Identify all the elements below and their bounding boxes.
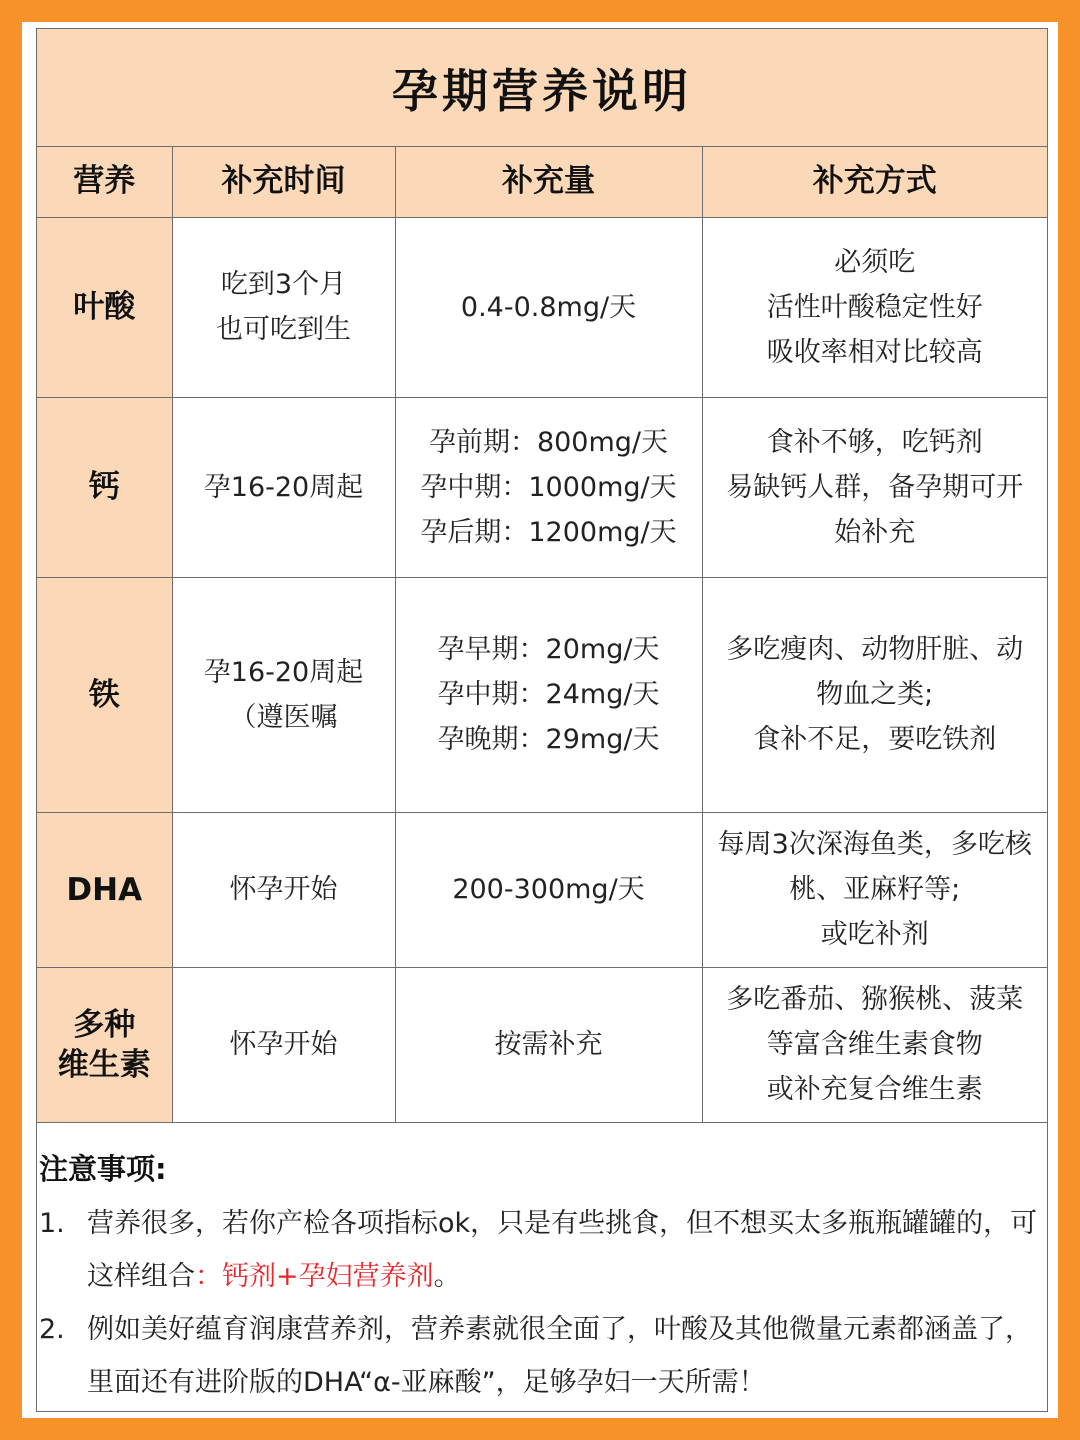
- timing-cell: 怀孕开始: [172, 967, 395, 1122]
- header-amount: 补充量: [395, 147, 702, 217]
- table-row-calcium: [37, 397, 1047, 577]
- timing-cell: 怀孕开始: [172, 812, 395, 967]
- note-text: 营养很多，若你产检各项指标ok，只是有些挑食，但不想买太多瓶瓶罐罐的，可这样组合：钙剂+孕妇营养剂。: [87, 1207, 1038, 1292]
- timing-cell: 孕16-20周起 （遵医嘱: [172, 577, 395, 812]
- method-cell: 多吃番茄、猕猴桃、菠菜 等富含维生素食物 或补充复合维生素: [702, 967, 1047, 1122]
- header-method: 补充方式: [702, 147, 1047, 217]
- nutrient-cell: 多种 维生素: [37, 967, 172, 1122]
- note-item: [39, 1303, 1047, 1409]
- notes-section: [37, 1123, 1047, 1409]
- header-nutrient: 营养: [37, 147, 172, 217]
- nutrient-cell: DHA: [37, 812, 172, 967]
- table-row-folic-acid: [37, 217, 1047, 397]
- title-bar: [37, 29, 1047, 147]
- nutrition-table: [37, 147, 1047, 1123]
- method-cell: 食补不够，吃钙剂 易缺钙人群，备孕期可开 始补充: [702, 397, 1047, 577]
- note-highlight: ：钙剂+孕妇营养剂: [195, 1260, 434, 1292]
- nutrition-sheet: [36, 28, 1048, 1412]
- header-timing: 补充时间: [172, 147, 395, 217]
- note-number: 1.: [39, 1207, 65, 1239]
- note-number: 2.: [39, 1313, 65, 1345]
- timing-cell: 吃到3个月 也可吃到生: [172, 217, 395, 397]
- table-row-dha: [37, 812, 1047, 967]
- amount-cell: 0.4-0.8mg/天: [395, 217, 702, 397]
- notes-title: 注意事项:: [39, 1151, 167, 1186]
- nutrient-cell: 叶酸: [37, 217, 172, 397]
- amount-cell: 200-300mg/天: [395, 812, 702, 967]
- amount-cell: 孕早期：20mg/天 孕中期：24mg/天 孕晚期：29mg/天: [395, 577, 702, 812]
- table-row-multivitamin: [37, 967, 1047, 1122]
- amount-cell: 按需补充: [395, 967, 702, 1122]
- method-cell: 多吃瘦肉、动物肝脏、动 物血之类; 食补不足，要吃铁剂: [702, 577, 1047, 812]
- table-header-row: [37, 147, 1047, 217]
- amount-cell: 孕前期：800mg/天 孕中期：1000mg/天 孕后期：1200mg/天: [395, 397, 702, 577]
- table-row-iron: [37, 577, 1047, 812]
- note-text: 例如美好蕴育润康营养剂，营养素就很全面了，叶酸及其他微量元素都涵盖了，里面还有进阶版的DHA“α-亚麻酸”，足够孕妇一天所需！: [87, 1313, 1032, 1398]
- nutrient-cell: 钙: [37, 397, 172, 577]
- poster-card: [22, 22, 1058, 1418]
- method-cell: 每周3次深海鱼类，多吃核 桃、亚麻籽等; 或吃补剂: [702, 812, 1047, 967]
- page-title: 孕期营养说明: [392, 63, 692, 118]
- method-cell: 必须吃 活性叶酸稳定性好 吸收率相对比较高: [702, 217, 1047, 397]
- nutrient-cell: 铁: [37, 577, 172, 812]
- note-item: [39, 1197, 1047, 1303]
- timing-cell: 孕16-20周起: [172, 397, 395, 577]
